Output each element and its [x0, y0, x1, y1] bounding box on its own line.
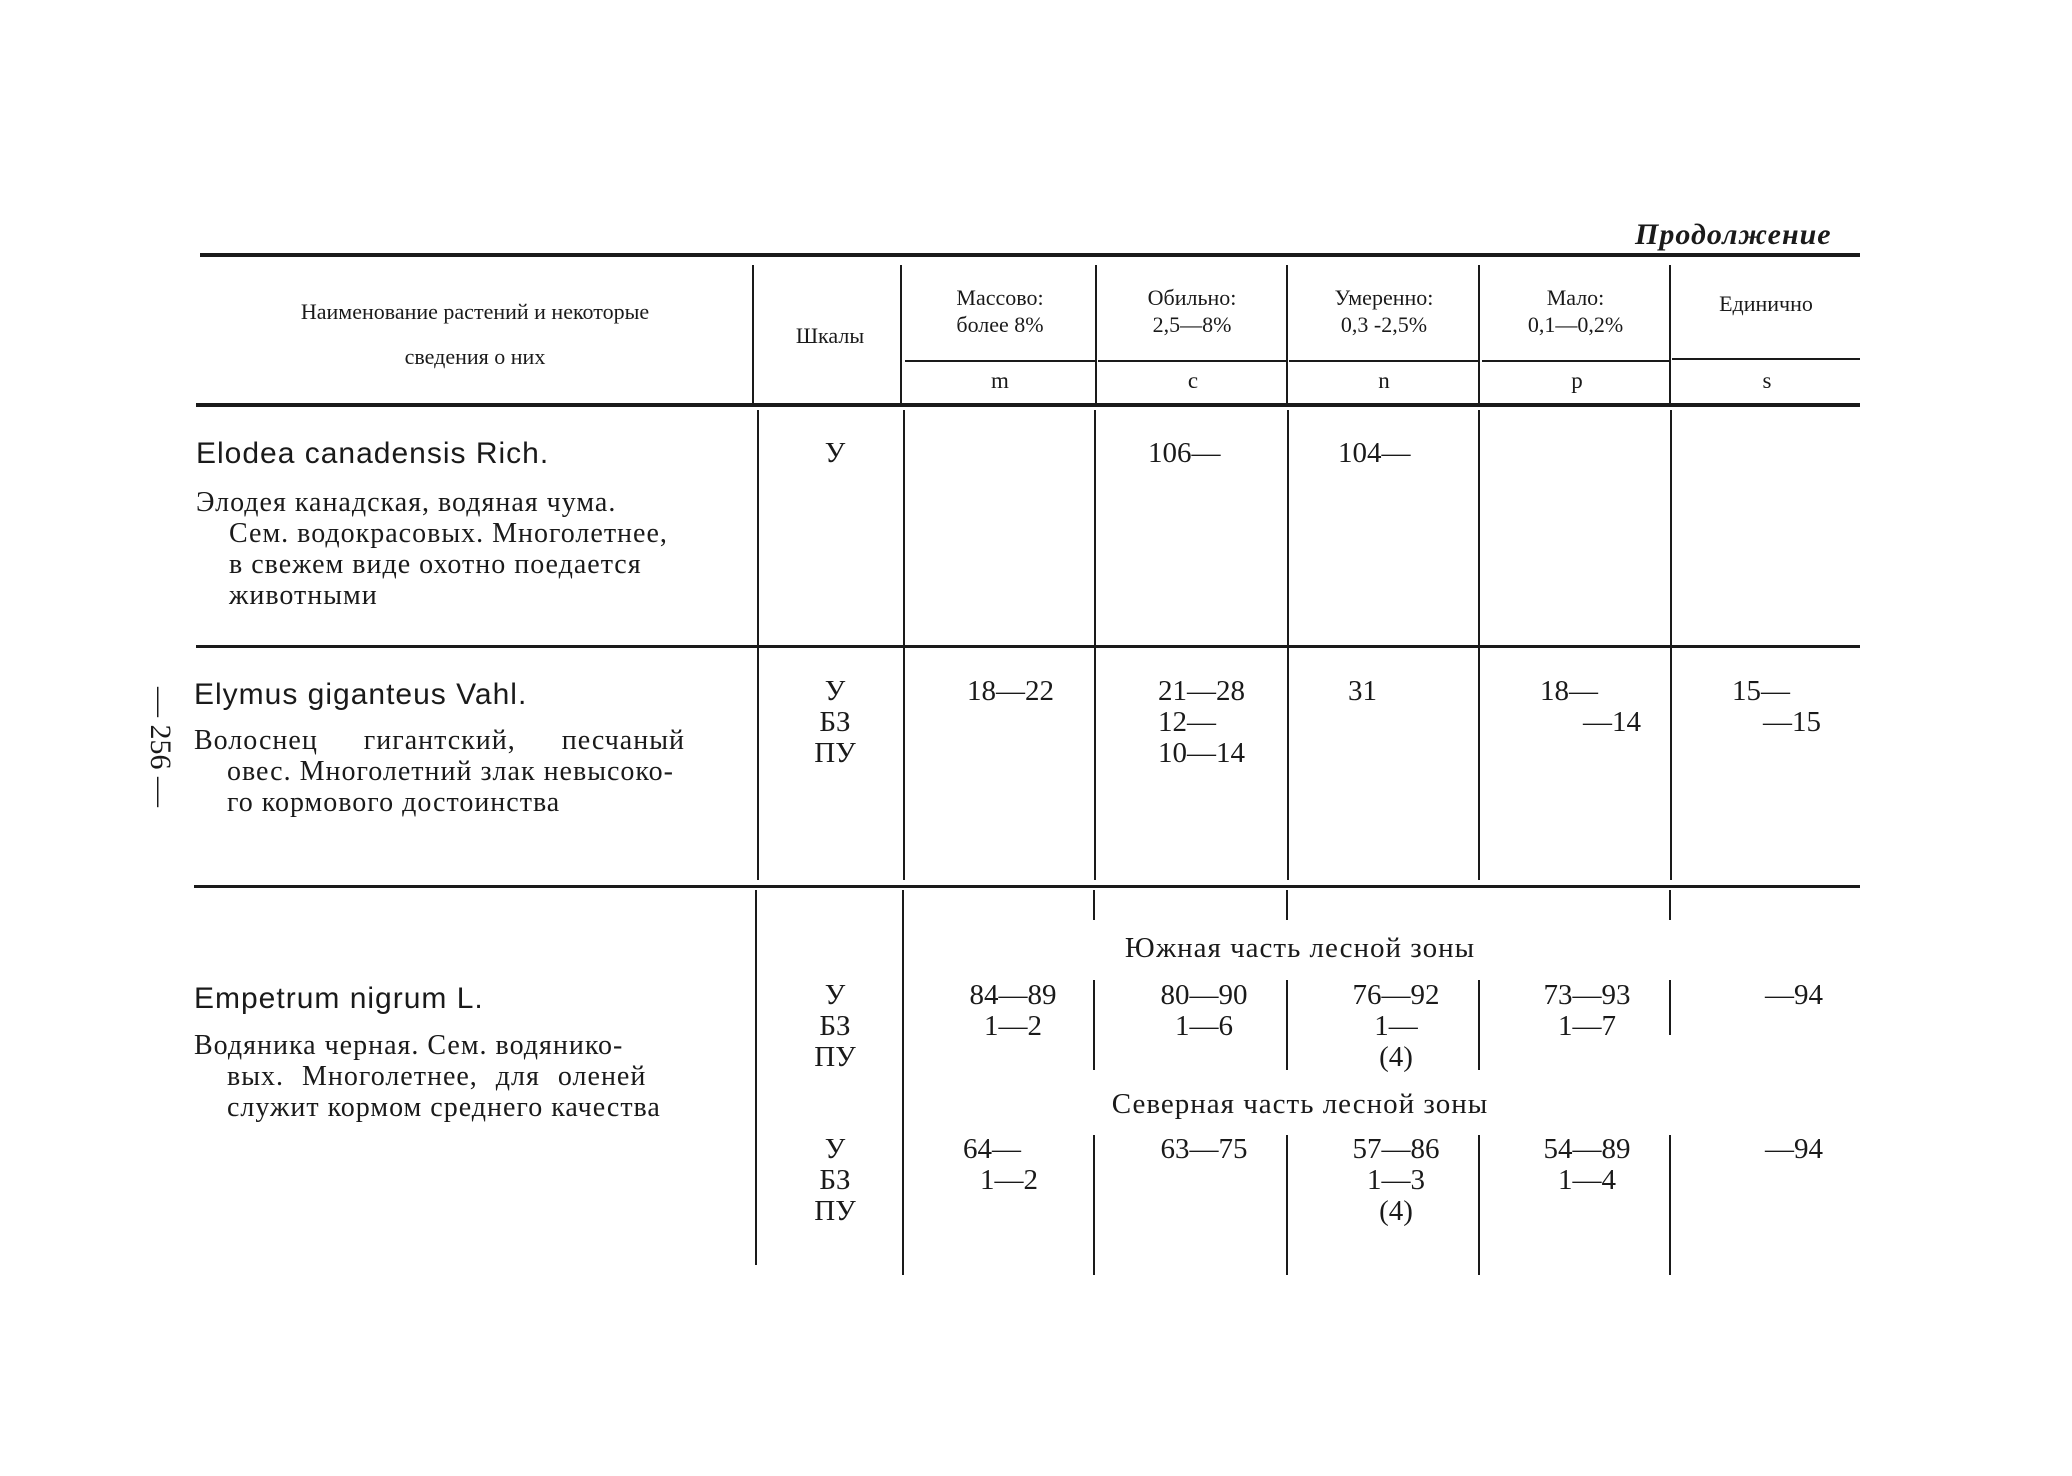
- value: 10—14: [1158, 737, 1245, 769]
- value: 80—90: [1160, 979, 1248, 1011]
- header-s-title: Единично: [1719, 291, 1813, 316]
- row1-value-c: 106—: [1148, 437, 1221, 469]
- row2-value-m: 18—22: [967, 675, 1054, 707]
- vrule: [1093, 1135, 1095, 1275]
- value: 1—2: [984, 1010, 1042, 1042]
- scale-label: БЗ: [819, 1010, 851, 1042]
- value: 1—4: [1558, 1164, 1616, 1196]
- vrule: [902, 890, 904, 1275]
- header-p-title: Мало:: [1546, 285, 1605, 310]
- header-subrule-p: [1482, 360, 1669, 362]
- vrule: [1669, 890, 1671, 920]
- row3-south-values-c: [1154, 980, 1254, 1042]
- row3-south-values-n: [1346, 980, 1446, 1073]
- header-c-sub: 2,5—8%: [1152, 312, 1232, 337]
- row2-value-n: 31: [1348, 675, 1377, 707]
- vrule: [1670, 410, 1672, 880]
- vrule: [1286, 1135, 1288, 1275]
- row1-scales: [780, 438, 890, 469]
- scale-label: У: [824, 1133, 846, 1165]
- value: —15: [1763, 706, 1821, 738]
- header-symbol-c: c: [1187, 368, 1199, 393]
- row2-desc-line: овес. Многолетний злак невысоко-: [227, 756, 674, 787]
- header-column-c: [1098, 284, 1286, 338]
- value: 54—89: [1543, 1133, 1631, 1165]
- row1-description: [196, 487, 792, 611]
- table-top-rule: [200, 253, 1860, 257]
- value: 1—3: [1367, 1164, 1425, 1196]
- row3-south-values-p: [1537, 980, 1637, 1042]
- value: 12—: [1158, 706, 1216, 738]
- row1-latin-name: Elodea canadensis Rich.: [196, 437, 550, 470]
- value: 57—86: [1352, 1133, 1440, 1165]
- row2-values-c: [1158, 676, 1245, 769]
- row2-desc-line: го кормового достоинства: [227, 787, 561, 818]
- value: 1—2: [980, 1164, 1038, 1196]
- row3-desc-line: служит кормом среднего качества: [227, 1092, 661, 1123]
- row2-description: [194, 725, 790, 818]
- vrule: [1095, 265, 1097, 403]
- row3-south-value-s: —94: [1765, 979, 1823, 1011]
- value: 21—28: [1158, 675, 1245, 707]
- scale-label: БЗ: [819, 1164, 851, 1196]
- value: 15—: [1732, 675, 1790, 707]
- page-number: — 256 —: [144, 687, 177, 807]
- vrule: [1286, 980, 1288, 1070]
- row3-north-values-c: [1154, 1134, 1254, 1165]
- header-subrule-s: [1672, 358, 1860, 360]
- row3-desc-line: Водяника черная. Сем. водянико-: [194, 1030, 624, 1061]
- vrule: [1287, 410, 1289, 880]
- zone-label-north: Северная часть лесной зоны: [1111, 1088, 1489, 1120]
- value: (4): [1379, 1195, 1413, 1227]
- value: 18—: [1540, 675, 1598, 707]
- header-column-n: [1289, 284, 1479, 338]
- row1-desc-line: Сем. водокрасовых. Многолетнее,: [229, 518, 668, 549]
- header-c-title: Обильно:: [1147, 285, 1237, 310]
- row3-latin-name: Empetrum nigrum L.: [194, 982, 484, 1015]
- header-column-p: [1482, 284, 1669, 338]
- scale-label: ПУ: [814, 1041, 856, 1073]
- value: —14: [1583, 706, 1641, 738]
- vrule: [1478, 410, 1480, 880]
- vrule: [903, 410, 905, 880]
- value: 76—92: [1352, 979, 1440, 1011]
- value: (4): [1379, 1041, 1413, 1073]
- header-subrule-c: [1098, 360, 1286, 362]
- vrule: [1286, 890, 1288, 920]
- header-n-sub: 0,3 -2,5%: [1340, 312, 1428, 337]
- row3-south-scales: [780, 980, 890, 1073]
- row2-latin-name: Elymus giganteus Vahl.: [194, 678, 528, 711]
- header-subrule-m: [905, 360, 1095, 362]
- value: 84—89: [969, 979, 1057, 1011]
- header-n-title: Умеренно:: [1334, 285, 1434, 310]
- vrule: [900, 265, 902, 403]
- row3-desc-line: вых. Многолетнее, для оленей: [227, 1061, 647, 1092]
- header-p-sub: 0,1—0,2%: [1527, 312, 1624, 337]
- scale-label: У: [824, 979, 846, 1011]
- scale-label: У: [824, 675, 846, 707]
- row3-south-values-m: [963, 980, 1063, 1042]
- header-symbol-m: m: [991, 368, 1009, 393]
- scale-label: БЗ: [819, 706, 851, 738]
- value: 1—: [1374, 1010, 1418, 1042]
- vrule: [1478, 1135, 1480, 1275]
- vrule: [752, 265, 754, 403]
- vrule: [1094, 410, 1096, 880]
- row-divider-2: [194, 885, 1860, 888]
- vrule: [1478, 980, 1480, 1070]
- row3-north-values-n: [1346, 1134, 1446, 1227]
- row-divider-1: [196, 645, 1860, 648]
- header-symbol-s: s: [1762, 368, 1772, 393]
- header-column-s: [1672, 290, 1860, 317]
- header-name-line-1: Наименование растений и некоторые: [300, 299, 650, 324]
- header-subrule-n: [1289, 360, 1479, 362]
- header-m-sub: более 8%: [956, 312, 1044, 337]
- header-name-column: [200, 298, 750, 370]
- header-scales-column: Шкалы: [795, 323, 865, 348]
- vrule: [1669, 980, 1671, 1035]
- row3-north-value-s: —94: [1765, 1133, 1823, 1165]
- value: 73—93: [1543, 979, 1631, 1011]
- header-m-title: Массово:: [956, 285, 1044, 310]
- row2-values-p: [1540, 676, 1641, 738]
- row3-north-values-p: [1537, 1134, 1637, 1196]
- row2-desc-line: Волоснец гигантский, песчаный: [194, 725, 686, 756]
- vrule: [1093, 980, 1095, 1070]
- vrule: [1669, 1135, 1671, 1275]
- scale-label: ПУ: [814, 737, 856, 769]
- row1-desc-line: животными: [229, 580, 378, 611]
- row3-description: [194, 1030, 790, 1123]
- value: 64—: [963, 1133, 1021, 1165]
- scale-label: У: [824, 437, 846, 469]
- row2-values-s: [1732, 676, 1821, 738]
- header-name-line-2: сведения о них: [404, 344, 546, 369]
- value: 1—6: [1175, 1010, 1233, 1042]
- scale-label: ПУ: [814, 1195, 856, 1227]
- zone-label-south: Южная часть лесной зоны: [1124, 932, 1476, 964]
- value: 63—75: [1160, 1133, 1248, 1165]
- header-symbol-n: n: [1378, 368, 1390, 393]
- vrule: [1093, 890, 1095, 920]
- row3-north-scales: [780, 1134, 890, 1227]
- value: 1—7: [1558, 1010, 1616, 1042]
- row1-value-n: 104—: [1338, 437, 1411, 469]
- header-symbol-p: p: [1571, 368, 1583, 393]
- row3-north-values-m: [963, 1134, 1038, 1196]
- header-column-m: [905, 284, 1095, 338]
- row2-scales: [780, 676, 890, 769]
- row1-desc-line: Элодея канадская, водяная чума.: [196, 487, 617, 518]
- continuation-label: Продолжение: [1635, 218, 1832, 251]
- row1-desc-line: в свежем виде охотно поедается: [229, 549, 642, 580]
- header-bottom-rule: [196, 403, 1860, 407]
